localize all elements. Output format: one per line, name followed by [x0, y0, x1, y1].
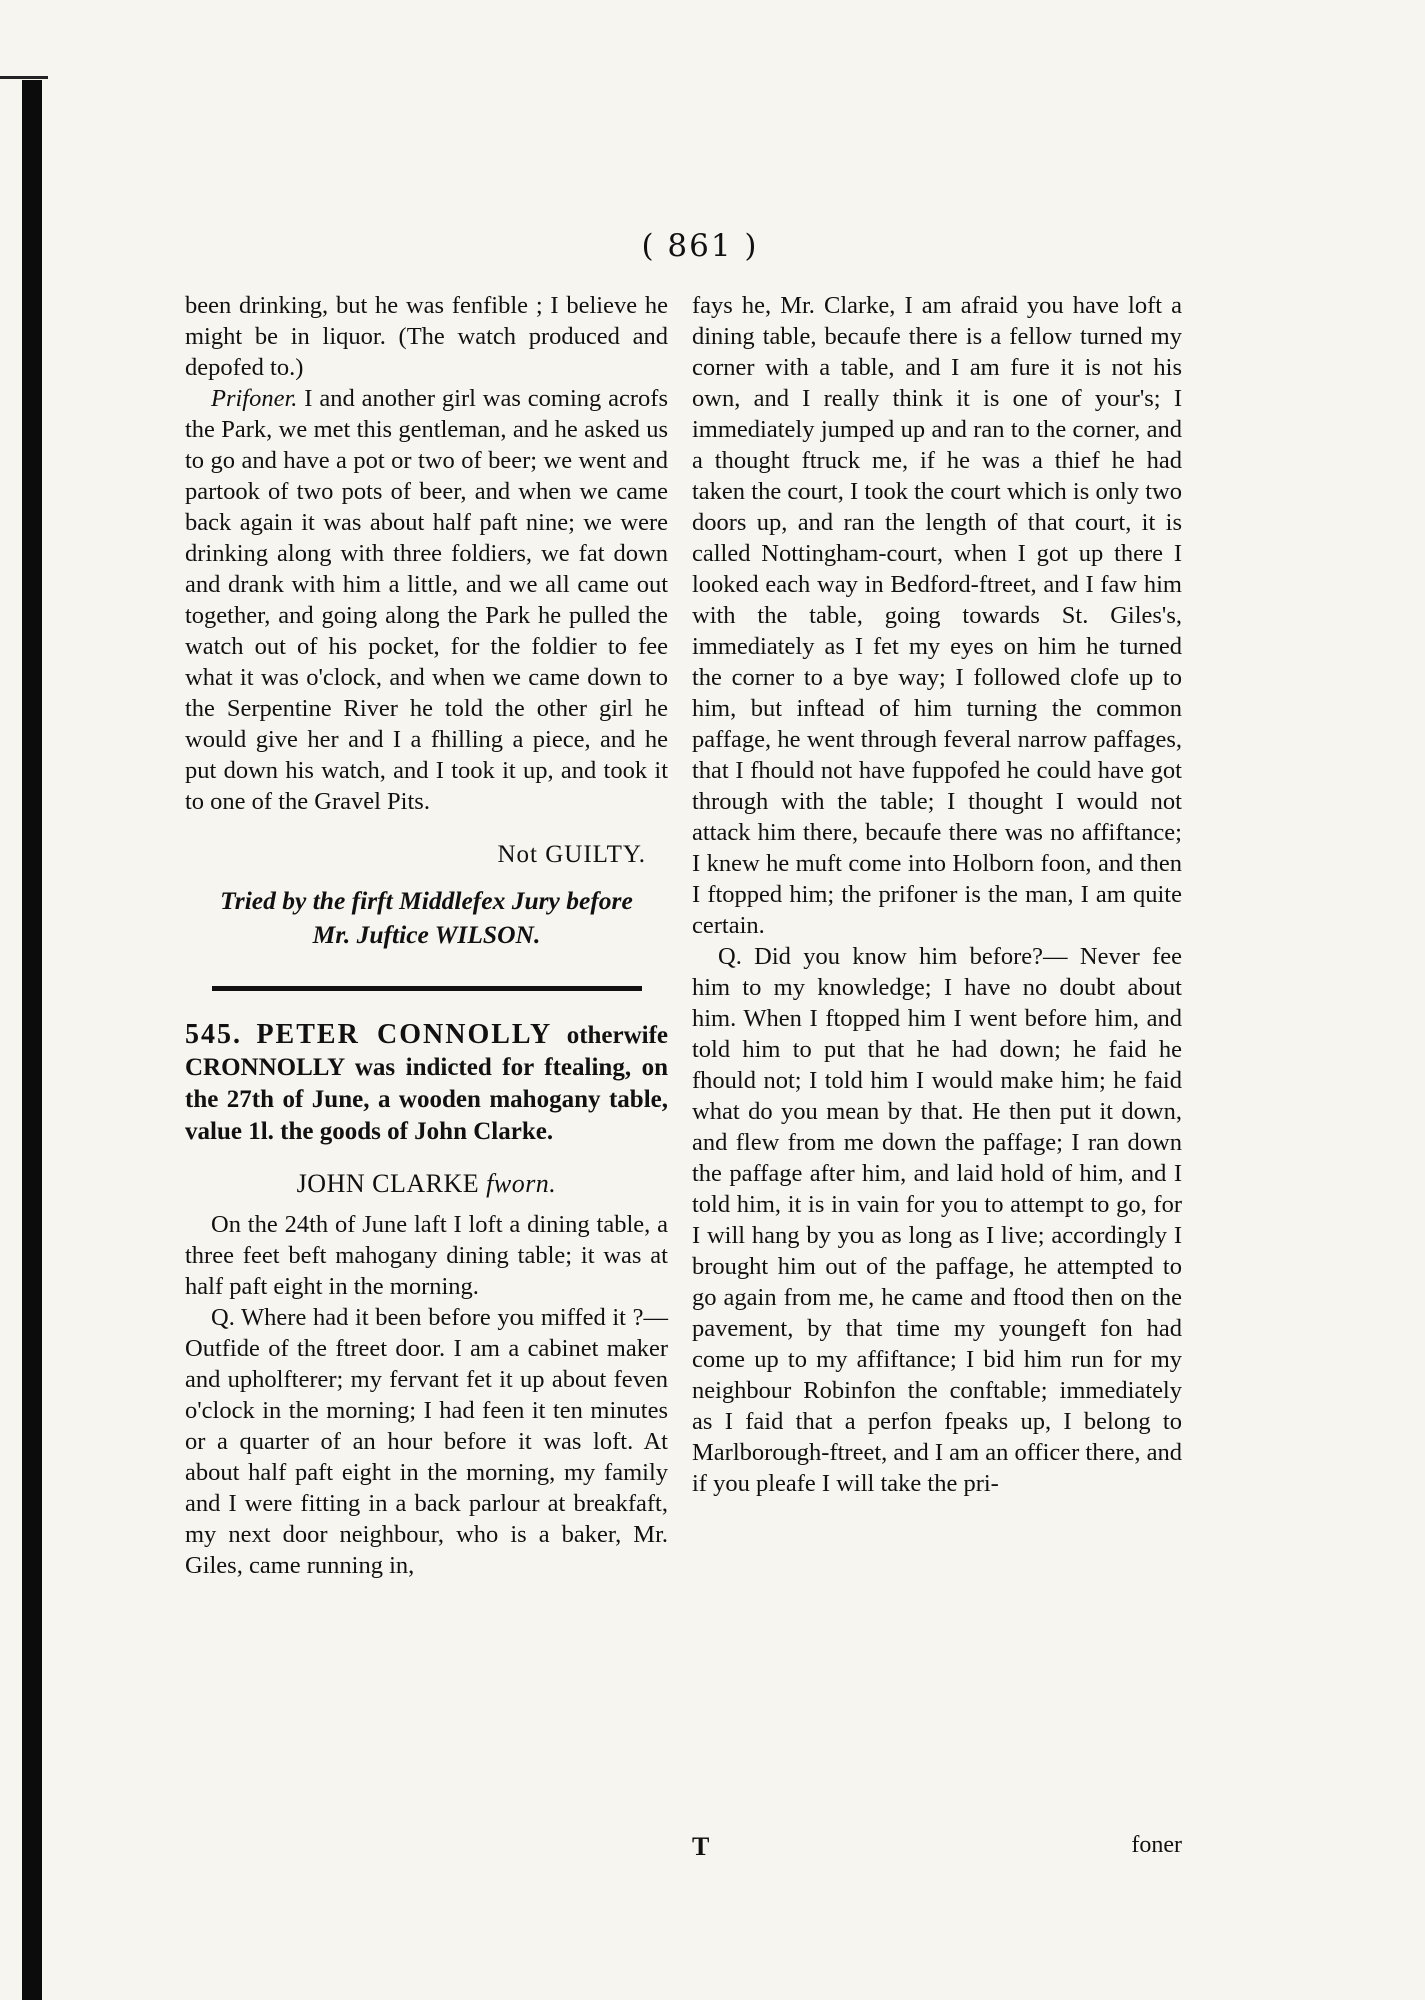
trial-heading-line: Mr. Juftice WILSON. [312, 920, 541, 949]
book-spine-shadow [22, 80, 42, 2000]
paragraph: been drinking, but he was fenfible ; I believe he might be in liquor. (The watch produced and depofed to.) [185, 292, 668, 381]
testimony-paragraph: Q. Where had it been before you miffed it ?— Outfide of the ftreet door. I am a cabinet maker and upholfterer; my fervant fet it up about feven o'clock in the morning; I had feen it ten minutes or a quarter of an hour before it was loft. At about half paft eight in the morning, my family and I were fitting in a back parlour at breakfaft, my next door neighbour, who is a baker, Mr. Giles, came running in, [185, 1304, 668, 1579]
section-rule [212, 986, 642, 991]
trial-heading [185, 884, 668, 952]
right-column [692, 290, 1182, 1499]
page-footer [692, 1832, 1182, 1864]
verdict: Not GUILTY. [497, 841, 646, 868]
defendant-name: PETER CONNOLLY [256, 1019, 553, 1050]
signature-mark: T [692, 1832, 710, 1861]
trial-heading-line: Tried by the firft Middlefex Jury before [220, 886, 633, 915]
left-column [185, 290, 668, 1581]
prisoner-statement [185, 383, 668, 817]
speaker-label: Prifoner. [211, 385, 298, 412]
testimony-paragraph: fays he, Mr. Clarke, I am afraid you have loft a dining table, becaufe there is a fellow turned my corner with a table, and I am fure it is not his own, and I really think it is one of your's; I immediately jumped up and ran to the corner, and a thought ftruck me, if he was a thief he had taken the court, I took the court which is only two doors up, and ran the length of that court, it is called Nottingham-court, when I got up there I looked each way in Bedford-ftreet, and I faw him with the table, going towards St. Giles's, immediately as I fet my eyes on him he turned the corner to a bye way; I followed clofe up to him, but inftead of him turning the common paffage, he went through feveral narrow paffages, that I fhould not have fuppofed he could have got through with the table; I thought I would not attack him there, becaufe there was no affiftance; I knew he muft come into Holborn foon, and then I ftopped him; the prifoner is the man, I am quite certain. [692, 292, 1182, 939]
statement-text: I and another girl was coming acrofs the Park, we met this gentleman, and he asked us to go and have a pot or two of beer; we went and partook of two pots of beer, and when we came back again it was about half paft nine; we were drinking along with three foldiers, we fat down and drank with him a little, and we all came out together, and going along the Park he pulled the watch out of his pocket, for the foldier to fee what it was o'clock, and when we came down to the Serpentine River he told the other girl he would give her and I a fhilling a piece, and he put down his watch, and I took it up, and took it to one of the Gravel Pits. [185, 385, 668, 815]
margin-mark [0, 76, 48, 79]
witness-sworn: fworn. [486, 1169, 557, 1198]
testimony-paragraph: Q. Did you know him before?— Never fee him to my knowledge; I have no doubt about him. When I ftopped him I went before him, and told him to put that he had down; he faid he fhould not; I told him I would make him; he faid what do you mean by that. He then put it down, and flew from me down the paffage; I ran down the paffage after him, and laid hold of him, and I told him, it is in vain for you to attempt to go, for I will hang by you as long as I live; accordingly I brought him out of the paffage, he attempted to go again from me, he came and ftood then on the pavement, by that time my youngeft fon had come up to my affiftance; I bid him run for my neighbour Robinfon the conftable; immediately as I faid that a perfon fpeaks up, I belong to Marlborough-ftreet, and I am an officer there, and if you pleafe I will take the pri- [692, 943, 1183, 1497]
case-heading [185, 1019, 668, 1148]
catchword: foner [1131, 1832, 1182, 1858]
page-number: ( 861 ) [641, 228, 759, 264]
case-number: 545. [185, 1019, 242, 1050]
testimony-paragraph: On the 24th of June laft I loft a dining table, a three feet beft mahogany dining table; it was at half paft eight in the morning. [185, 1211, 668, 1300]
witness-heading [185, 1168, 668, 1199]
indictment-text: otherwife CRONNOLLY was indicted for ftealing, on the 27th of June, a wooden mahogany table, value 1l. the goods of John Clarke. [185, 1022, 669, 1145]
witness-name: JOHN CLARKE [296, 1169, 480, 1198]
